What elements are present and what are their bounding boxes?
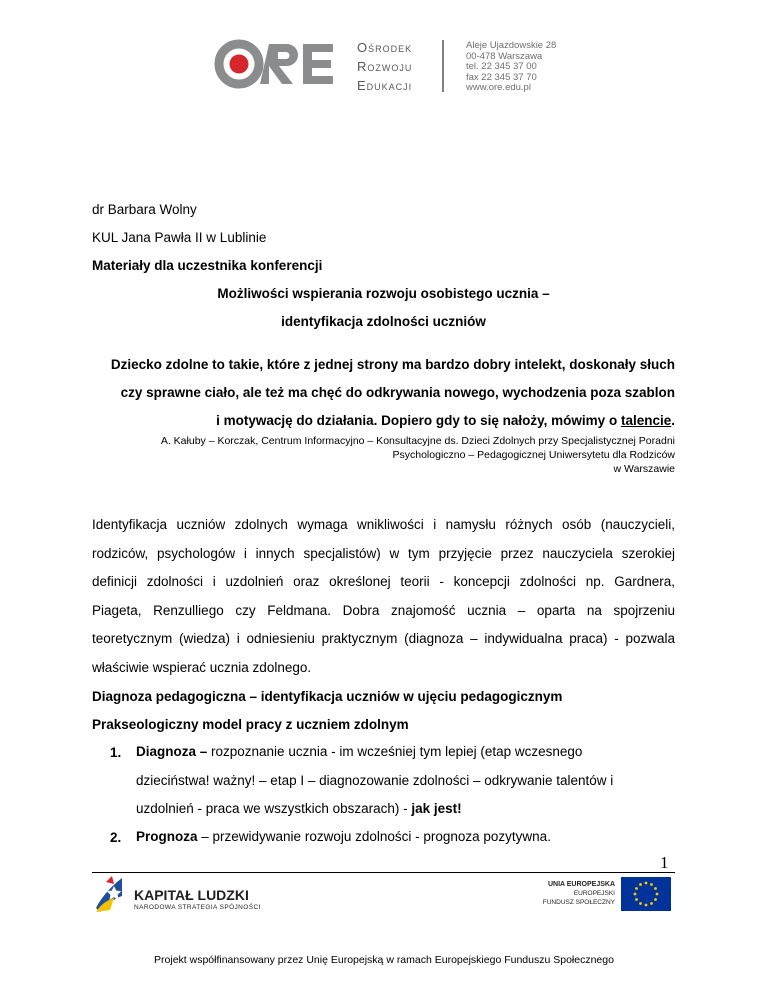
quote-source-line-2: Psychologiczno – Pedagogicznej Uniwersytetu dla Rodziców xyxy=(392,449,675,461)
quote-talent-word: talencie xyxy=(620,413,672,428)
address-line-4: fax 22 345 37 70 xyxy=(466,71,537,83)
address-line-5: www.ore.edu.pl xyxy=(466,82,531,93)
list-item-1-line-1 xyxy=(136,738,582,767)
ore-name-line-2: Rozwoju xyxy=(357,59,413,74)
list-item-2-text: – przewidywanie rozwoju zdolności - prognoza pozytywna. xyxy=(197,829,551,844)
ore-name-line-1: Ośrodek xyxy=(357,40,413,55)
kapital-ludzki-title: KAPITAŁ LUDZKI xyxy=(134,887,249,903)
ore-name-line-3: Edukacji xyxy=(357,78,413,93)
list-number-1: 1. xyxy=(110,745,122,760)
title-line-2: identyfikacja zdolności uczniów xyxy=(281,314,486,329)
list-item-1-text: rozpoznanie ucznia - im wcześniej tym lepiej (etap wczesnego xyxy=(207,744,583,759)
kapital-ludzki-logo xyxy=(92,872,132,918)
affiliation: KUL Jana Pawła II w Lublinie xyxy=(92,230,267,245)
address-line-1: Aleje Ujazdowskie 28 xyxy=(466,40,557,51)
header-divider xyxy=(442,40,444,92)
list-item-2-term: Prognoza xyxy=(136,829,198,844)
paragraph-line-2: rodziców, psychologów i innych specjalistów) w tym przyjęcie przez nauczyciela szerokiej xyxy=(92,545,675,561)
paragraph-line-3: definicji zdolności i uzdolnień oraz określonej teorii - koncepcji zdolności np. Gardnera, xyxy=(92,574,675,589)
heading-model: Prakseologiczny model pracy z uczniem zdolnym xyxy=(92,717,409,732)
author: dr Barbara Wolny xyxy=(92,202,197,217)
list-number-2: 2. xyxy=(110,830,122,845)
paragraph-line-6: właściwie wspierać ucznia zdolnego. xyxy=(92,659,312,675)
paragraph-line-5: teoretycznym (wiedza) i odniesieniu praktycznym (diagnoza – indywidualna praca) - pozwala xyxy=(92,631,675,646)
quote-line-1: Dziecko zdolne to takie, które z jednej strony ma bardzo dobry intelekt, doskonały słuch xyxy=(110,357,675,372)
eu-line-3: FUNDUSZ SPOŁECZNY xyxy=(542,899,615,906)
list-item-1-line-3 xyxy=(136,795,462,824)
address-line-3: tel. 22 345 37 00 xyxy=(466,61,537,72)
list-item-1-term: Diagnoza – xyxy=(136,744,208,759)
list-item-1-emphasis: jak jest! xyxy=(411,801,462,816)
footer-note: Projekt współfinansowany przez Unię Europejską w ramach Europejskiego Funduszu Społecznego xyxy=(154,954,614,966)
paragraph-line-4: Piageta, Renzulliego czy Feldmana. Dobra znajomość ucznia – oparta na spojrzeniu xyxy=(92,602,675,618)
quote-line-3 xyxy=(92,413,675,428)
heading-diagnoza: Diagnoza pedagogiczna – identyfikacja uczniów w ujęciu pedagogicznym xyxy=(92,689,563,704)
paragraph-line-1: Identyfikacja uczniów zdolnych wymaga wnikliwości i namysłu różnych osób (nauczycieli, xyxy=(92,517,675,532)
eu-flag-icon xyxy=(621,877,671,911)
kapital-ludzki-subtitle: NARODOWA STRATEGIA SPÓJNOŚCI xyxy=(134,904,261,911)
eu-fund-text xyxy=(505,880,615,907)
title-line-1: Możliwości wspierania rozwoju osobistego ucznia – xyxy=(217,286,550,301)
quote-source xyxy=(92,434,675,476)
list-item-1-line-2: dzieciństwa! ważny! – etap I – diagnozowanie zdolności – odkrywanie talentów i xyxy=(136,772,614,788)
quote-line-2: czy sprawne ciało, ale też ma chęć do odkrywania nowego, wychodzenia poza szablon xyxy=(120,385,675,400)
materials-label: Materiały dla uczestnika konferencji xyxy=(92,258,323,273)
quote-source-line-3: w Warszawie xyxy=(613,463,675,475)
footer-divider xyxy=(92,872,675,873)
quote-source-line-1: A. Kałuby – Korczak, Centrum Informacyjno – Konsultacyjne ds. Dzieci Zdolnych przy Specjalistycznej Poradni xyxy=(160,435,675,447)
address-line-2: 00-478 Warszawa xyxy=(466,50,543,62)
quote-line-3-text: i motywację do działania. Dopiero gdy to się nałoży, mówimy o xyxy=(216,413,621,428)
list-item-1-line-3-text: uzdolnień - praca we wszystkich obszarach) - xyxy=(136,801,412,816)
ore-logo xyxy=(213,38,343,90)
eu-line-1: UNIA EUROPEJSKA xyxy=(547,881,615,888)
eu-line-2: EUROPEJSKI xyxy=(573,890,615,897)
list-item-2-line-1 xyxy=(136,823,551,852)
page-number: 1 xyxy=(660,853,669,872)
quote-line-3-end: . xyxy=(671,413,675,428)
ore-full-name xyxy=(357,38,412,95)
ore-address xyxy=(466,41,556,94)
